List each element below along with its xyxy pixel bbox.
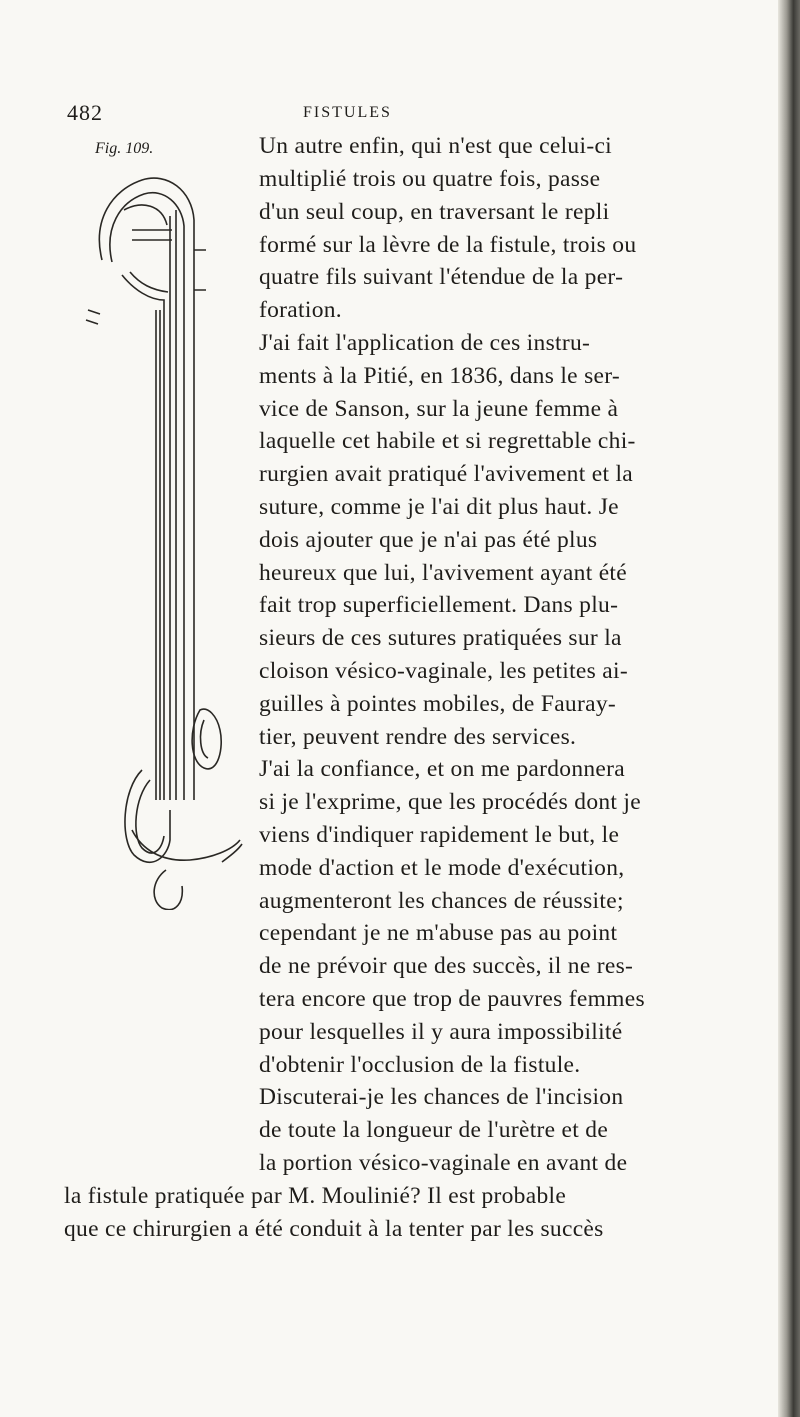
- text-line: de toute la longueur de l'urètre et de: [259, 1117, 609, 1143]
- text-line: cloison vésico-vaginale, les petites ai-: [259, 658, 628, 684]
- running-title: FISTULES: [303, 104, 392, 121]
- text-line: Discuterai-je les chances de l'incision: [259, 1084, 624, 1110]
- text-line: rurgien avait pratiqué l'avivement et la: [259, 461, 634, 487]
- text-line: cependant je ne m'abuse pas au point: [259, 920, 618, 946]
- text-line: suture, comme je l'ai dit plus haut. Je: [259, 494, 619, 520]
- text-line: formé sur la lèvre de la fistule, trois ou: [259, 232, 637, 258]
- text-line: augmenteront les chances de réussite;: [259, 888, 624, 914]
- text-line: viens d'indiquer rapidement le but, le: [259, 822, 620, 848]
- text-line: pour lesquelles il y aura impossibilité: [259, 1019, 623, 1045]
- page-number: 482: [67, 100, 103, 125]
- text-line: J'ai la confiance, et on me pardonnera: [259, 756, 626, 782]
- text-line: ments à la Pitié, en 1836, dans le ser-: [259, 363, 621, 389]
- text-line: dois ajouter que je n'ai pas été plus: [259, 527, 598, 553]
- text-line: d'un seul coup, en traversant le repli: [259, 199, 610, 225]
- figure-label: Fig. 109.: [95, 140, 154, 157]
- text-line: la fistule pratiquée par M. Moulinié? Il est probable: [64, 1183, 567, 1209]
- text-line: si je l'exprime, que les procédés dont je: [259, 789, 641, 815]
- text-line: d'obtenir l'occlusion de la fistule.: [259, 1052, 581, 1078]
- text-line: multiplié trois ou quatre fois, passe: [259, 166, 601, 192]
- text-line: de ne prévoir que des succès, il ne res-: [259, 953, 634, 979]
- text-line: fait trop superficiellement. Dans plu-: [259, 592, 619, 618]
- text-line: Un autre enfin, qui n'est que celui-ci: [259, 133, 612, 159]
- text-line: tier, peuvent rendre des services.: [259, 724, 577, 750]
- text-line: J'ai fait l'application de ces instru-: [259, 330, 591, 356]
- text-line: heureux que lui, l'avivement ayant été: [259, 560, 627, 586]
- text-line: tera encore que trop de pauvres femmes: [259, 986, 645, 1012]
- text-line: guilles à pointes mobiles, de Fauray-: [259, 691, 617, 717]
- text-line: foration.: [259, 297, 342, 323]
- text-line: quatre fils suivant l'étendue de la per-: [259, 264, 624, 290]
- text-line: sieurs de ces sutures pratiquées sur la: [259, 625, 622, 651]
- scanned-page-edge: [778, 0, 800, 1417]
- text-line: mode d'action et le mode d'exécution,: [259, 855, 625, 881]
- surgical-instruments-figure: [72, 150, 277, 910]
- text-line: que ce chirurgien a été conduit à la tenter par les succès: [64, 1216, 604, 1242]
- text-line: vice de Sanson, sur la jeune femme à: [259, 396, 619, 422]
- text-line: la portion vésico-vaginale en avant de: [259, 1150, 628, 1176]
- text-line: laquelle cet habile et si regrettable chi-: [259, 428, 636, 454]
